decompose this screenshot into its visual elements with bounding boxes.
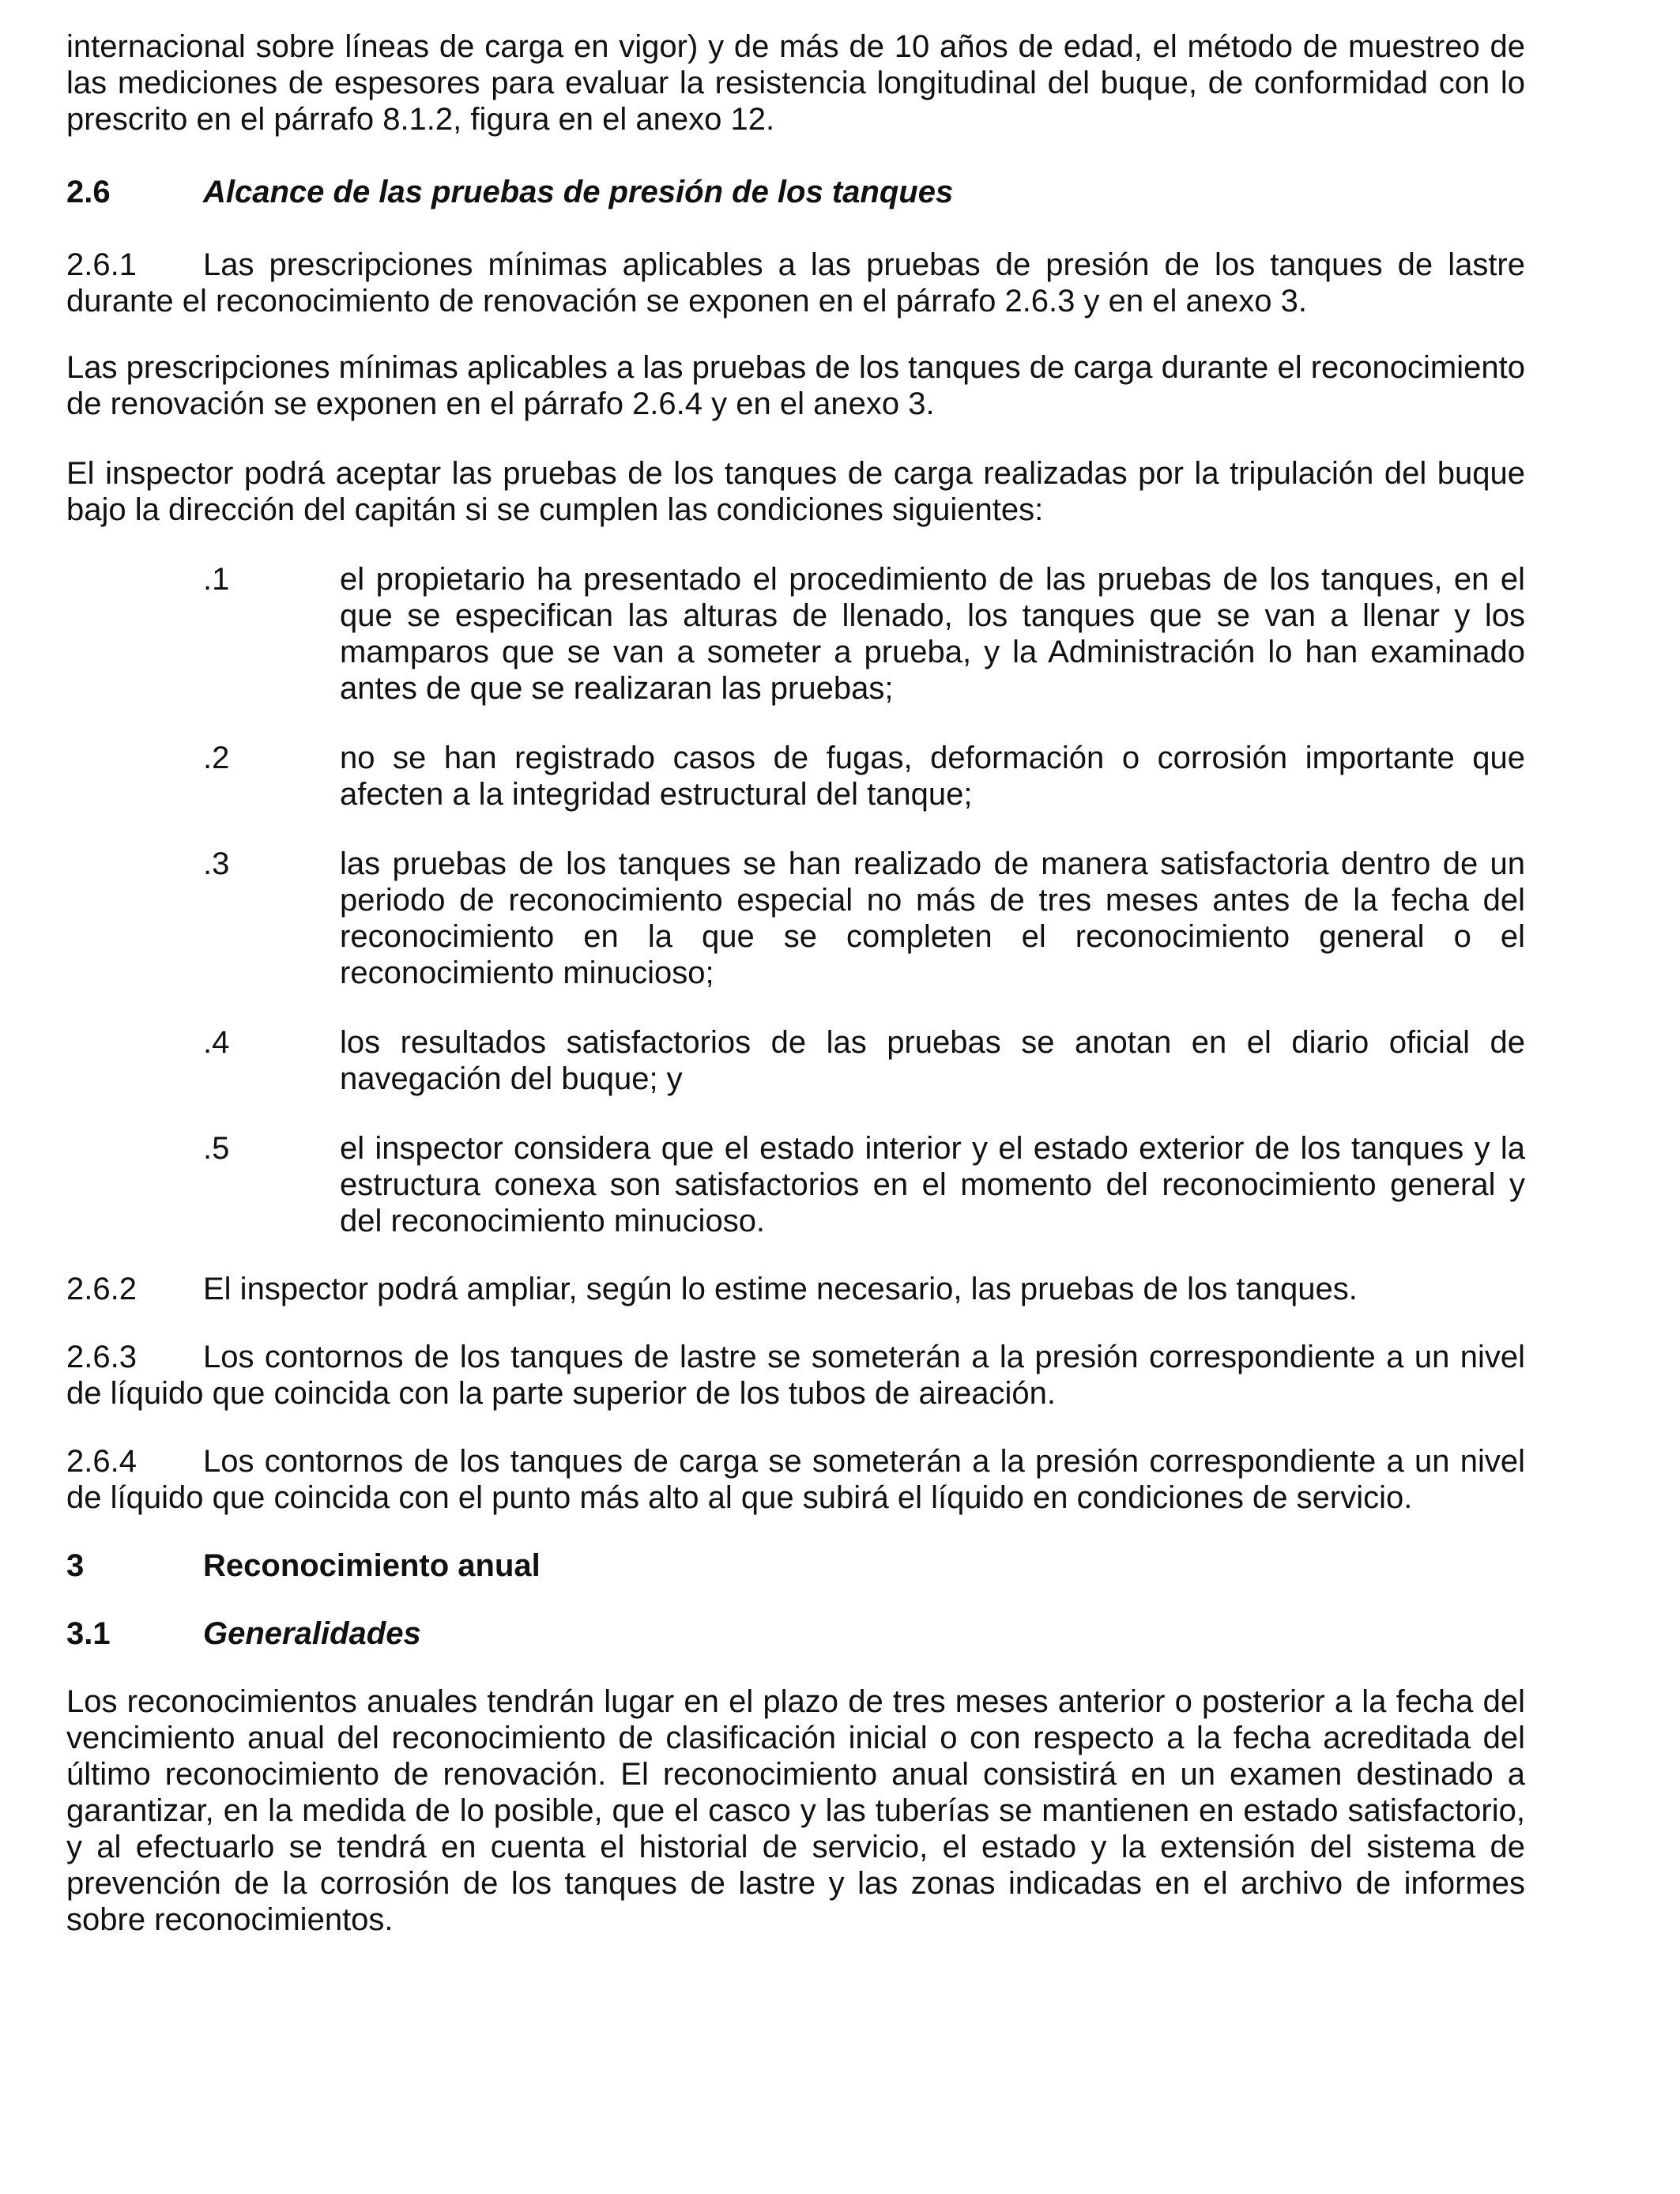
section-heading-3: [66, 1547, 1525, 1584]
paragraph-annual-survey: Los reconocimientos anuales tendrán lugar en el plazo de tres meses anterior o posterior a la fecha del vencimiento anual del reconocimiento de clasificación inicial o con respecto a la fecha acreditada del último reconocimiento de renovación. El reconocimiento anual consistirá en un examen destinado a garantizar, en la medida de lo posible, que el casco y las tuberías se mantienen en estado satisfactorio, y al efectuarlo se tendrá en cuenta el historial de servicio, el estado y la extensión del sistema de prevención de la corrosión de los tanques de lastre y las zonas indicadas en el archivo de informes sobre reconocimientos.: [66, 1684, 1525, 1937]
paragraph-number: 2.6.3: [66, 1340, 137, 1374]
condition-number: .1: [203, 562, 230, 597]
condition-number: .3: [203, 846, 230, 881]
condition-number: .4: [203, 1025, 230, 1060]
condition-item: [66, 740, 1525, 812]
paragraph-text: Los contornos de los tanques de lastre se someterán a la presión correspondiente a un nivel de líquido que coincida con la parte superior de los tubos de aireación.: [66, 1340, 1525, 1411]
condition-item: [66, 561, 1525, 707]
condition-text: las pruebas de los tanques se han realizado de manera satisfactoria dentro de un periodo de reconocimiento especial no más de tres meses antes de la fecha del reconocimiento en la que se completen el reconocimiento general o el reconocimiento minucioso;: [340, 846, 1525, 990]
paragraph-number: 2.6.2: [66, 1272, 137, 1306]
section-heading-2-6: [66, 174, 1525, 210]
paragraph-text: El inspector podrá ampliar, según lo estime necesario, las pruebas de los tanques.: [203, 1272, 1358, 1306]
paragraph-2-6-2: [66, 1271, 1525, 1307]
paragraph-2-6-3: [66, 1339, 1525, 1412]
condition-item: [66, 1024, 1525, 1097]
condition-text: los resultados satisfactorios de las pruebas se anotan en el diario oficial de navegación del buque; y: [340, 1025, 1525, 1096]
paragraph-number: 2.6.1: [66, 247, 137, 282]
intro-paragraph: internacional sobre líneas de carga en vigor) y de más de 10 años de edad, el método de muestreo de las mediciones de espesores para evaluar la resistencia longitudinal del buque, de conformidad con lo prescrito en el párrafo 8.1.2, figura en el anexo 12.: [66, 29, 1525, 137]
condition-item: [66, 1130, 1525, 1239]
paragraph-inspector-conditions: El inspector podrá aceptar las pruebas de los tanques de carga realizadas por la tripulación del buque bajo la dirección del capitán si se cumplen las condiciones siguientes:: [66, 456, 1525, 527]
section-title: Generalidades: [203, 1616, 421, 1651]
condition-text: el propietario ha presentado el procedimiento de las pruebas de los tanques, en el que se especifican las alturas de llenado, los tanques que se van a llenar y los mamparos que se van a someter a prueba, y la Administración lo han examinado antes de que se realizaran las pruebas;: [340, 562, 1525, 706]
paragraph-text: Las prescripciones mínimas aplicables a las pruebas de presión de los tanques de lastre durante el reconocimiento de renovación se exponen en el párrafo 2.6.3 y en el anexo 3.: [66, 247, 1525, 319]
condition-item: [66, 846, 1525, 991]
paragraph-2-6-1: [66, 247, 1525, 319]
paragraph-cargo-tanks: Las prescripciones mínimas aplicables a las pruebas de los tanques de carga durante el reconocimiento de renovación se exponen en el párrafo 2.6.4 y en el anexo 3.: [66, 350, 1525, 421]
document-body: [66, 28, 1525, 1938]
paragraph-2-6-4: [66, 1443, 1525, 1516]
paragraph-text: Los contornos de los tanques de carga se someterán a la presión correspondiente a un nivel de líquido que coincida con el punto más alto al que subirá el líquido en condiciones de servicio.: [66, 1444, 1525, 1515]
condition-number: .5: [203, 1131, 230, 1166]
section-heading-3-1: [66, 1615, 1525, 1652]
paragraph-number: 2.6.4: [66, 1444, 137, 1479]
section-number: 3: [66, 1548, 85, 1583]
section-title: Alcance de las pruebas de presión de los tanques: [203, 175, 954, 209]
condition-text: no se han registrado casos de fugas, deformación o corrosión importante que afecten a la integridad estructural del tanque;: [340, 741, 1525, 812]
condition-text: el inspector considera que el estado interior y el estado exterior de los tanques y la estructura conexa son satisfactorios en el momento del reconocimiento general y del reconocimiento minucioso.: [340, 1131, 1525, 1238]
section-number: 2.6: [66, 175, 111, 209]
condition-number: .2: [203, 741, 230, 775]
section-title: Reconocimiento anual: [203, 1548, 541, 1583]
section-number: 3.1: [66, 1616, 111, 1651]
